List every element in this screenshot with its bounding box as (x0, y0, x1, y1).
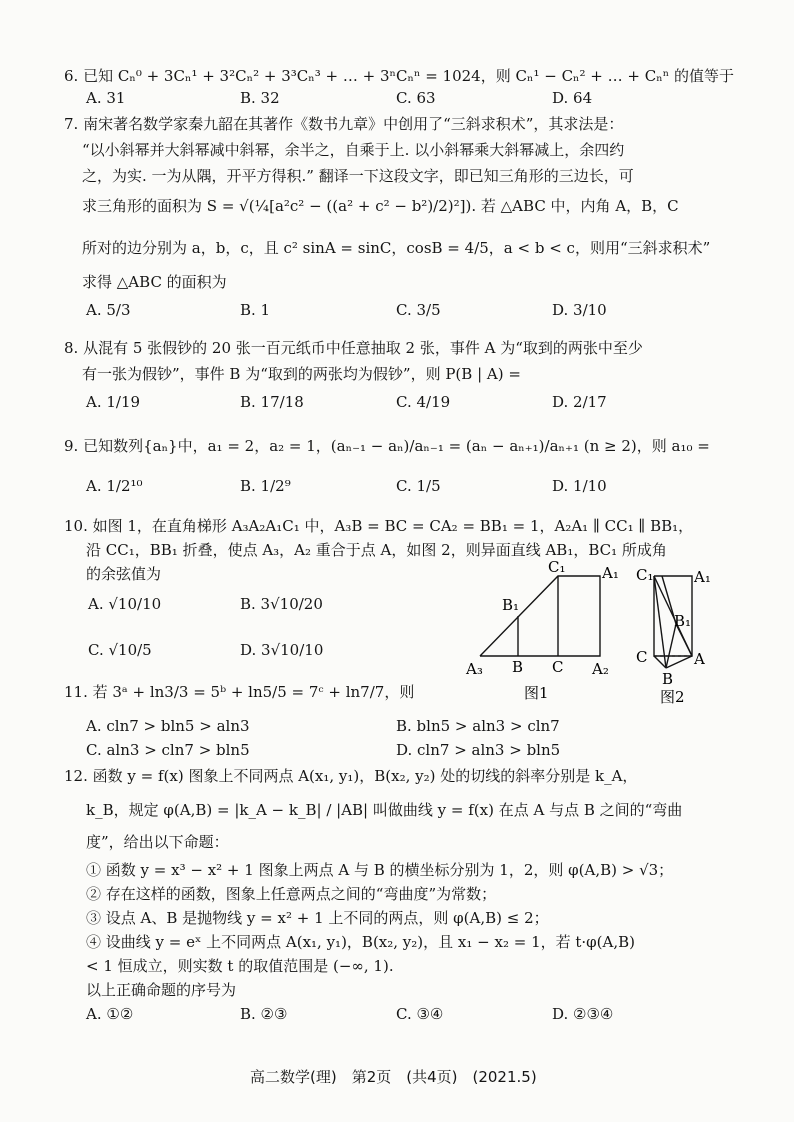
q11-stem: 11. 若 3ᵃ + ln3/3 = 5ᵇ + ln5/5 = 7ᶜ + ln7/7，则 (64, 683, 415, 701)
q9-stem: 9. 已知数列{aₙ}中，a₁ = 2，a₂ = 1，(aₙ₋₁ − aₙ)/aₙ₋₁ = (aₙ − aₙ₊₁)/aₙ₊₁ (n ≥ 2)，则 a₁₀ = (64, 437, 710, 455)
q10-option-b: B. 3√10/20 (240, 595, 323, 613)
q7-line-2: “以小斜幂并大斜幂减中斜幂，余半之，自乘于上. 以小斜幂乘大斜幂减上，余四约 (82, 141, 625, 159)
q9-option-b: B. 1/2⁹ (240, 477, 291, 495)
q6-option-d: D. 64 (552, 89, 593, 107)
q12-option-b: B. ②③ (240, 1005, 288, 1023)
q6-stem: 6. 已知 Cₙ⁰ + 3Cₙ¹ + 3²Cₙ² + 3³Cₙ³ + … + 3ⁿCₙⁿ = 1024，则 Cₙ¹ − Cₙ² + … + Cₙⁿ 的值等于 (64, 67, 734, 85)
q7-line-1: 7. 南宋著名数学家秦九韶在其著作《数书九章》中创用了“三斜求积术”，其求法是： (64, 115, 624, 133)
fig1-label-a2: A₂ (592, 660, 609, 678)
q8-option-d: D. 2/17 (552, 393, 607, 411)
q8-option-b: B. 17/18 (240, 393, 304, 411)
q7-option-c: C. 3/5 (396, 301, 441, 319)
q7-option-a: A. 5/3 (86, 301, 131, 319)
q7-option-b: B. 1 (240, 301, 271, 319)
q10-line-2: 沿 CC₁，BB₁ 折叠，使点 A₃，A₂ 重合于点 A，如图 2，则异面直线 AB₁，BC₁ 所成角 (86, 541, 667, 559)
q12-statement-2: ② 存在这样的函数，图象上任意两点之间的“弯曲度”为常数； (86, 885, 497, 903)
q7-line-4: 求三角形的面积为 S = √(¼[a²c² − ((a² + c² − b²)/2)²]). 若 △ABC 中，内角 A，B，C (82, 197, 679, 215)
q9-option-d: D. 1/10 (552, 477, 607, 495)
q12-option-c: C. ③④ (396, 1005, 444, 1023)
fig2-label-a1: A₁ (694, 568, 711, 586)
q8-line-2: 有一张为假钞”，事件 B 为“取到的两张均为假钞”，则 P(B | A) = (82, 365, 521, 383)
q10-line-3: 的余弦值为 (86, 565, 162, 583)
q10-option-d: D. 3√10/10 (240, 641, 324, 659)
figure-2 (630, 560, 730, 710)
q9-option-c: C. 1/5 (396, 477, 441, 495)
q12-statement-1: ① 函数 y = x³ − x² + 1 图象上两点 A 与 B 的横坐标分别为 1，2，则 φ(A,B) > √3； (86, 861, 674, 879)
q12-statement-4: ④ 设曲线 y = eˣ 上不同两点 A(x₁, y₁)，B(x₂, y₂)，且 x₁ − x₂ = 1，若 t·φ(A,B) (86, 933, 636, 951)
q11-option-a: A. cln7 > bln5 > aln3 (86, 717, 250, 735)
q8-line-1: 8. 从混有 5 张假钞的 20 张一百元纸币中任意抽取 2 张，事件 A 为“取到的两张中至少 (64, 339, 643, 357)
fig2-label-b1: B₁ (674, 612, 692, 630)
q6-option-c: C. 63 (396, 89, 436, 107)
q9-option-a: A. 1/2¹⁰ (86, 477, 143, 495)
fig1-label-a1: A₁ (602, 564, 619, 582)
fig2-caption: 图2 (660, 688, 685, 706)
fig2-label-c: C (636, 648, 648, 666)
q11-option-d: D. cln7 > aln3 > bln5 (396, 741, 561, 759)
q12-statement-4-cont: < 1 恒成立，则实数 t 的取值范围是 (−∞, 1). (86, 957, 394, 975)
fig1-label-c: C (552, 658, 564, 676)
q12-option-a: A. ①② (86, 1005, 134, 1023)
q10-line-1: 10. 如图 1，在直角梯形 A₃A₂A₁C₁ 中，A₃B = BC = CA₂ = BB₁ = 1，A₂A₁ ∥ CC₁ ∥ BB₁， (64, 517, 694, 535)
fig1-label-b1: B₁ (502, 596, 520, 614)
q7-line-5: 所对的边分别为 a，b，c，且 c² sinA = sinC，cosB = 4/5，a < b < c，则用“三斜求积术” (82, 239, 711, 257)
fig1-label-b: B (512, 658, 524, 676)
q12-statement-3: ③ 设点 A、B 是抛物线 y = x² + 1 上不同的两点，则 φ(A,B) ≤ 2； (86, 909, 549, 927)
fig2-label-c1: C₁ (636, 566, 654, 584)
q7-option-d: D. 3/10 (552, 301, 607, 319)
q12-prompt: 以上正确命题的序号为 (86, 981, 237, 999)
fig1-label-c1: C₁ (548, 558, 566, 576)
q8-option-a: A. 1/19 (86, 393, 141, 411)
q11-option-b: B. bln5 > aln3 > cln7 (396, 717, 560, 735)
fig1-label-a3: A₃ (466, 660, 483, 678)
q6-option-a: A. 31 (86, 89, 126, 107)
page-footer: 高二数学(理) 第2页 (共4页) (2021.5) (250, 1068, 537, 1086)
q12-option-d: D. ②③④ (552, 1005, 614, 1023)
fig2-label-a: A (694, 650, 705, 668)
q12-line-2: k_B，规定 φ(A,B) = |k_A − k_B| / |AB| 叫做曲线 y = f(x) 在点 A 与点 B 之间的“弯曲 (86, 801, 683, 819)
q11-option-c: C. aln3 > cln7 > bln5 (86, 741, 250, 759)
q12-line-1: 12. 函数 y = f(x) 图象上不同两点 A(x₁, y₁)，B(x₂, y₂) 处的切线的斜率分别是 k_A， (64, 767, 638, 785)
q6-option-b: B. 32 (240, 89, 280, 107)
q7-line-6: 求得 △ABC 的面积为 (82, 273, 227, 291)
fig2-label-b: B (662, 670, 674, 688)
q8-option-c: C. 4/19 (396, 393, 451, 411)
figure-1 (462, 558, 632, 708)
q12-line-3: 度”，给出以下命题： (86, 833, 229, 851)
q10-option-c: C. √10/5 (88, 641, 152, 659)
q7-line-3: 之，为实. 一为从隅，开平方得积.” 翻译一下这段文字，即已知三角形的三边长，可 (82, 167, 634, 185)
q10-option-a: A. √10/10 (88, 595, 162, 613)
fig1-caption: 图1 (524, 684, 549, 702)
